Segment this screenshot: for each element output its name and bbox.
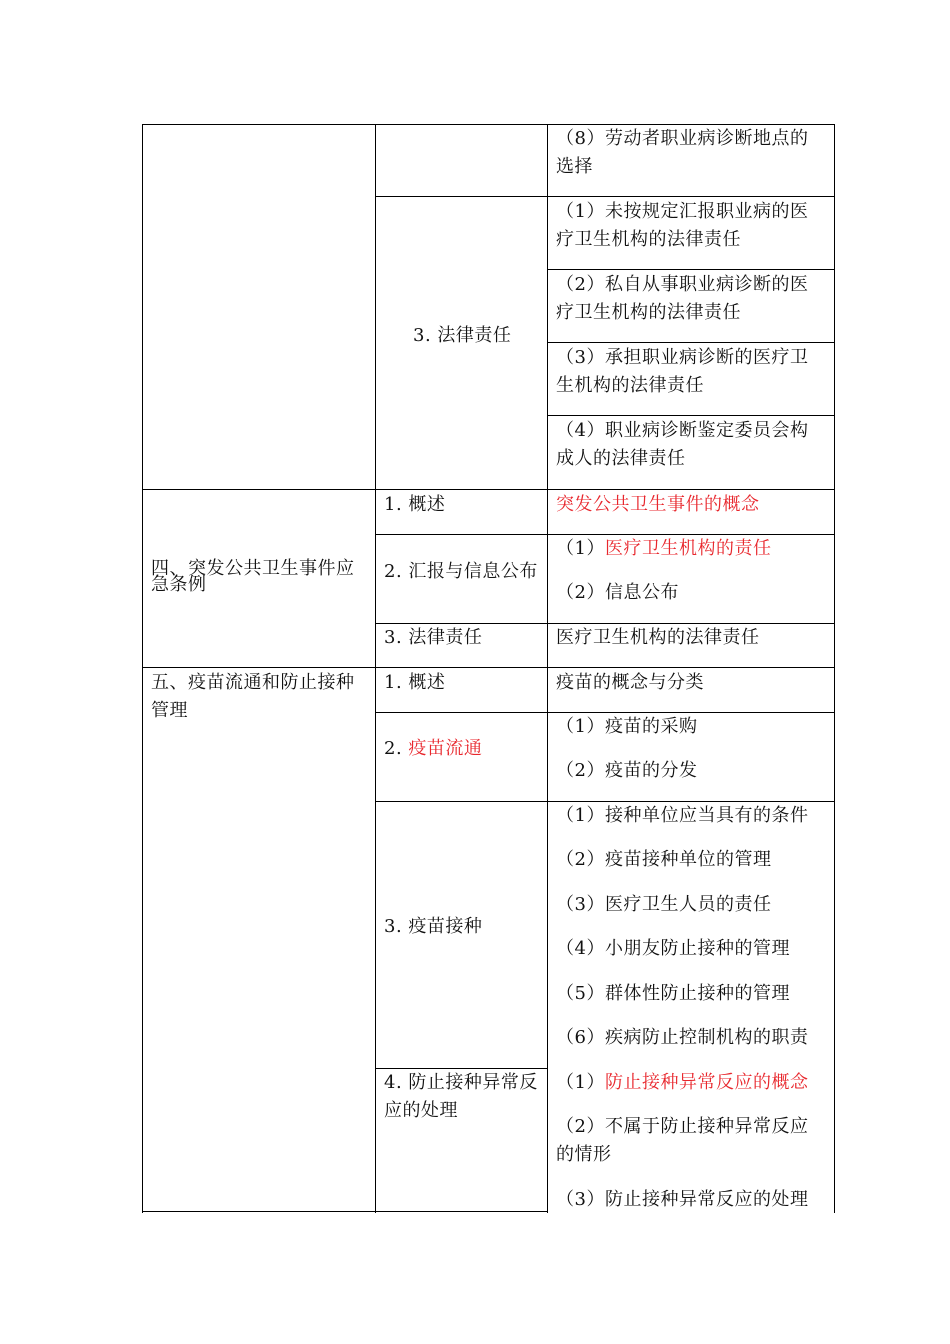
item-prefix: （1） (556, 538, 605, 559)
col-border-right (834, 124, 835, 1213)
cell-text: 4. 防止接种异常反 (384, 1072, 538, 1093)
cell-text: （1）接种单位应当具有的条件 (556, 805, 809, 826)
cell-text: 成人的法律责任 (556, 448, 686, 469)
row-border (547, 415, 835, 416)
cell-text: （3）医疗卫生人员的责任 (556, 894, 772, 915)
cell-text (556, 1069, 808, 1097)
cell-text: 3. 法律责任 (384, 627, 483, 648)
cell-text: 医疗卫生机构的法律责任 (556, 627, 760, 648)
item-highlight: 疫苗流通 (408, 738, 483, 759)
cell-text: （1）未按规定汇报职业病的医 (556, 201, 809, 222)
cell-text: （2）信息公布 (556, 582, 679, 603)
cell-text: 2. 汇报与信息公布 (384, 561, 538, 582)
col-border-2 (547, 124, 548, 1213)
cell-text: 疫苗的概念与分类 (556, 672, 704, 693)
cell-legal-responsibility: 3. 法律责任 (413, 325, 512, 346)
cell-text: （3）防止接种异常反应的处理 (556, 1189, 809, 1210)
cell-text: 应的处理 (384, 1100, 458, 1121)
row-border (547, 269, 835, 270)
row-border-bottom (142, 1211, 548, 1212)
item-highlight: 防止接种异常反应的概念 (604, 1072, 809, 1093)
section-title: 急条例 (151, 574, 207, 595)
cell-text: 的情形 (556, 1144, 612, 1165)
item-highlight: 医疗卫生机构的责任 (604, 538, 772, 559)
cell-text: 3. 疫苗接种 (384, 916, 483, 937)
cell-text: 1. 概述 (384, 672, 446, 693)
cell-text: （3）承担职业病诊断的医疗卫 (556, 347, 809, 368)
col-border-1 (375, 124, 376, 1213)
cell-text: （2）疫苗接种单位的管理 (556, 849, 772, 870)
col-border-left (142, 124, 143, 1213)
cell-text: （8）劳动者职业病诊断地点的 (556, 128, 809, 149)
cell-text: 生机构的法律责任 (556, 375, 704, 396)
cell-text: 选择 (556, 156, 593, 177)
section-title: 四、突发公共卫生事件应 (151, 558, 355, 579)
section-title: 五、疫苗流通和防止接种 (151, 672, 355, 693)
cell-text: （6）疾病防止控制机构的职责 (556, 1027, 809, 1048)
item-prefix: 2. (384, 738, 409, 759)
cell-text (556, 535, 771, 563)
cell-text: （2）疫苗的分发 (556, 760, 698, 781)
cell-text: （5）群体性防止接种的管理 (556, 983, 790, 1004)
cell-text (384, 735, 482, 763)
cell-text: 1. 概述 (384, 494, 446, 515)
row-border (375, 196, 835, 197)
row-border (142, 667, 835, 668)
cell-text-highlight: 突发公共卫生事件的概念 (556, 494, 760, 515)
cell-text: （2）私自从事职业病诊断的医 (556, 274, 809, 295)
row-border (547, 342, 835, 343)
cell-text: （4）小朋友防止接种的管理 (556, 938, 790, 959)
item-prefix: （1） (556, 1072, 605, 1093)
cell-text: 疗卫生机构的法律责任 (556, 229, 741, 250)
row-border (142, 489, 835, 490)
cell-text: 疗卫生机构的法律责任 (556, 302, 741, 323)
cell-text: （4）职业病诊断鉴定委员会构 (556, 420, 809, 441)
cell-text: （2）不属于防止接种异常反应 (556, 1116, 809, 1137)
cell-text: （1）疫苗的采购 (556, 716, 698, 737)
section-title: 管理 (151, 700, 188, 721)
